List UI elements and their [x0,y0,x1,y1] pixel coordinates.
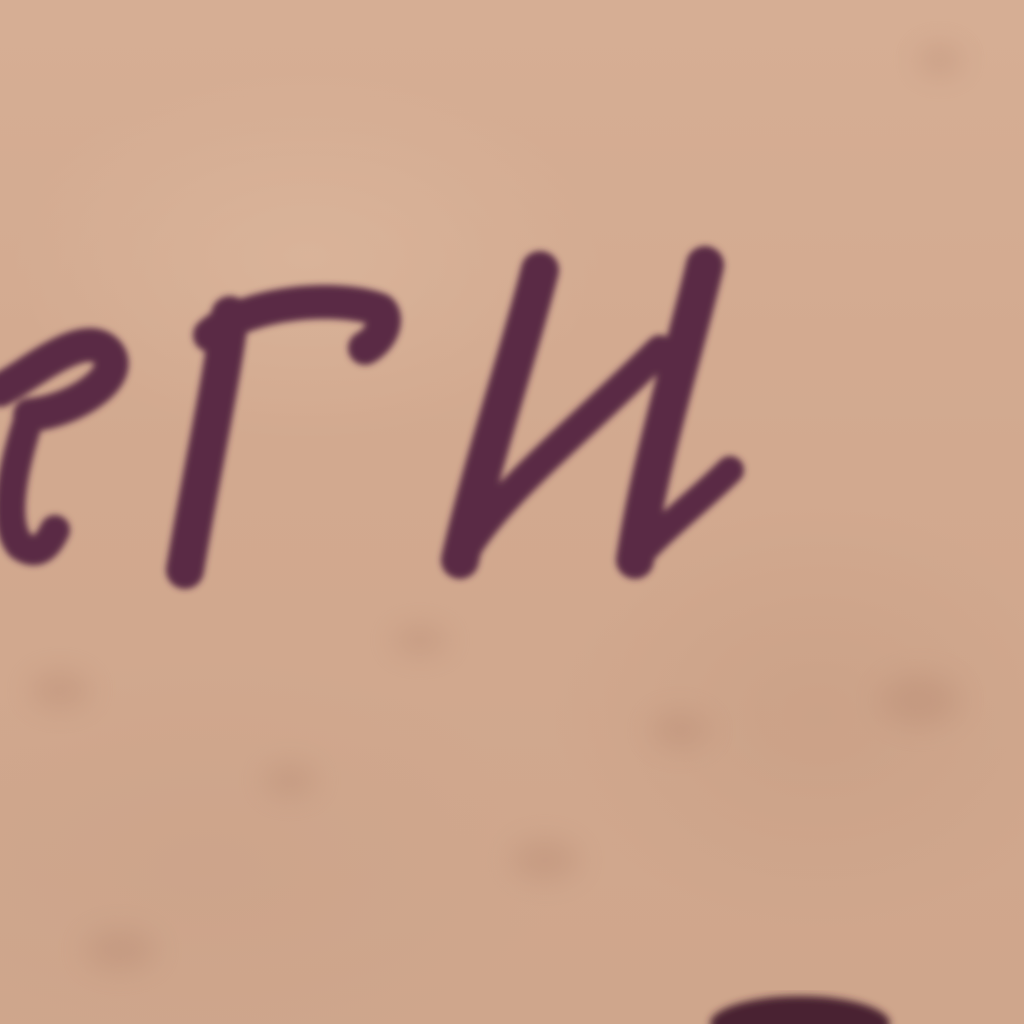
handwritten-word-ink [0,200,780,640]
letter-r-stem [185,315,230,570]
letter-e-stroke [0,345,112,415]
letter-e-tail [10,415,55,550]
ink-blot [700,990,900,1024]
